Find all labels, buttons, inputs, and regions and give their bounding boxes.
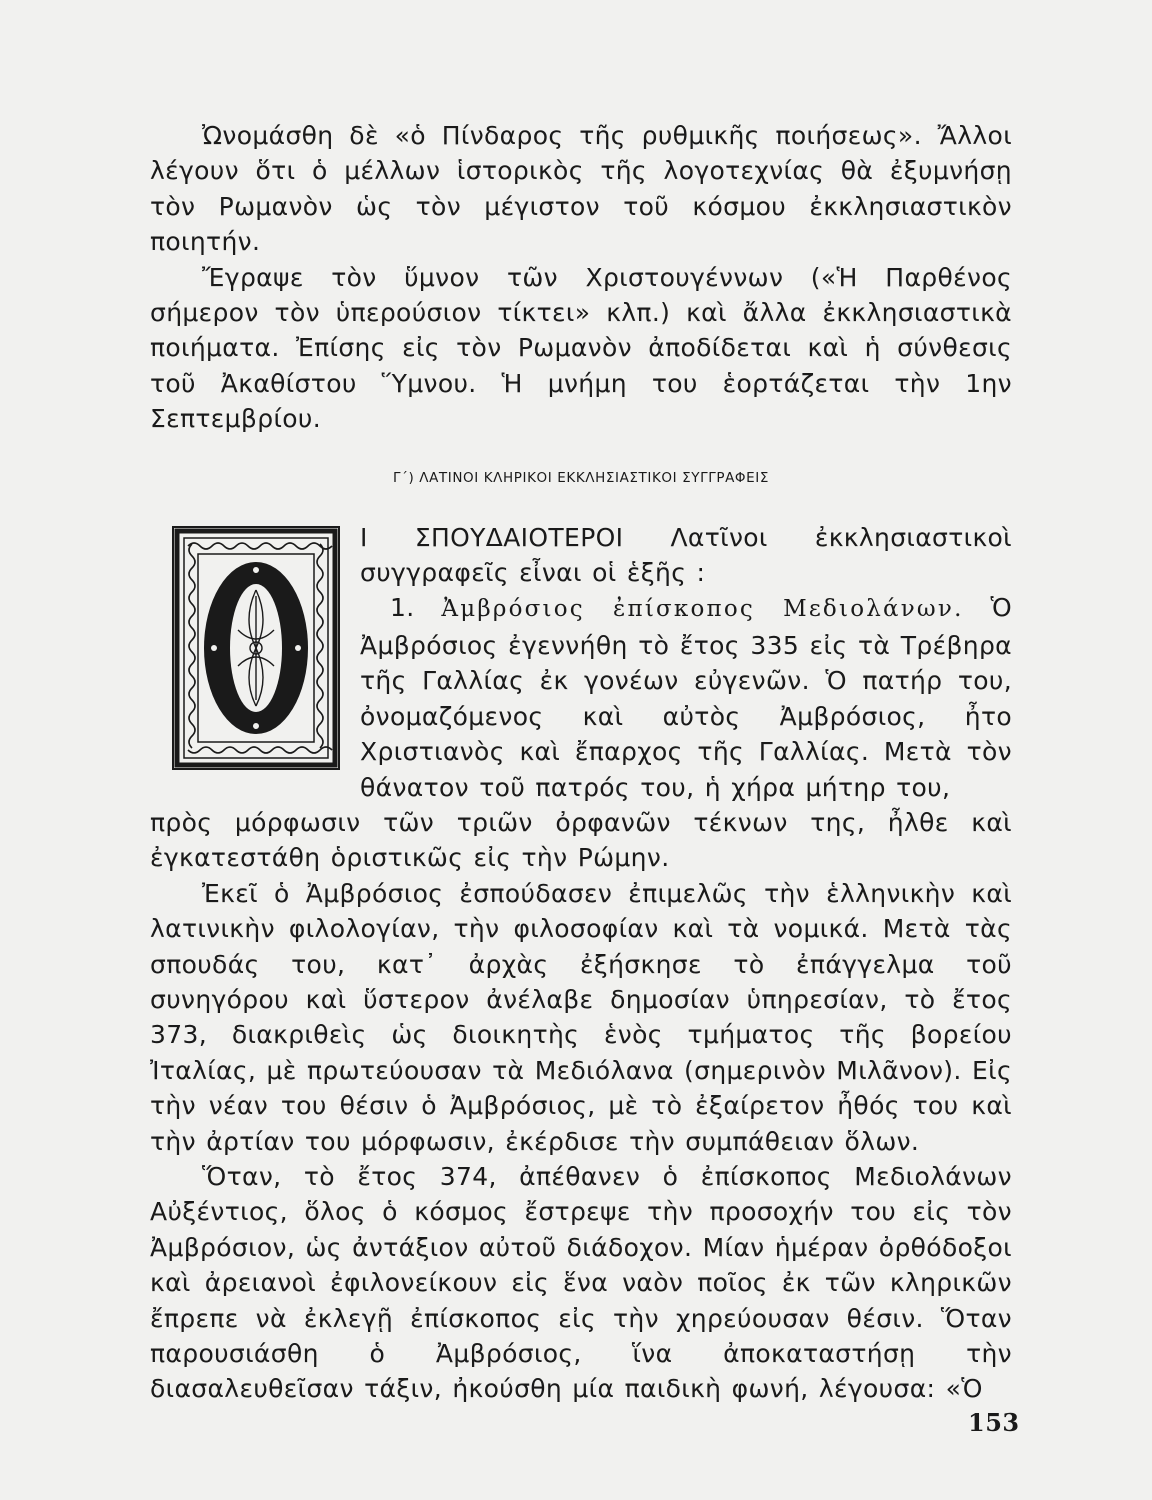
entry-text: Ὁ Ἀμβρόσιος ἐγεννήθη τὸ ἔτος 335 εἰς τὰ Τρέβηρα τῆς Γαλλίας ἐκ γονέων εὐγενῶν. Ὁ πατήρ του, ὀνομαζόμενος καὶ αὐτὸς Ἀμβρόσιος, ἦτο Χριστιανὸς καὶ ἔπαρχος τῆς Γαλλίας. Μετὰ τὸν θάνατον τοῦ πατρός του, ἡ χήρα μήτηρ του, <box>360 593 1013 802</box>
paragraph-ambrose-studies: Ἐκεῖ ὁ Ἀμβρόσιος ἐσπούδασεν ἐπιμελῶς τὴν ἑλληνικὴν καὶ λατινικὴν φιλολογίαν, τὴν φιλοσοφίαν καὶ τὰ νομικά. Μετὰ τὰς σπουδάς του, κατ᾽ ἀρχὰς ἐξήσκησε τὸ ἐπάγγελμα τοῦ συνηγόρου καὶ ὕστερον ἀνέλαβε δημοσίαν ὑπηρεσίαν, τὸ ἔτος 373, διακριθεὶς ὡς διοικητὴς ἑνὸς τμήματος τῆς βορείου Ἰταλίας, μὲ πρωτεύουσαν τὰ Μεδιόλανα (σημερινὸν Μιλᾶνον). Εἰς τὴν νέαν του θέσιν ὁ Ἀμβρόσιος, μὲ τὸ ἐξαίρετον ἦθός του καὶ τὴν ἀρτίαν του μόρφωσιν, ἐκέρδισε τὴν συμπάθειαν ὅλων. <box>150 878 1012 1156</box>
page-number: 153 <box>968 1408 1020 1437</box>
paragraph-romanos-works: Ἔγραψε τὸν ὕμνον τῶν Χριστουγέννων («Ἡ Παρθένος σήμερον τὸν ὑπερούσιον τίκτει» κλπ.) καὶ ἄλλα ἐκκλησιαστικὰ ποιήματα. Ἐπίσης εἰς τὸν Ρωμανὸν ἀποδίδεται καὶ ἡ σύνθεσις τοῦ Ἀκαθίστου Ὕμνου. Ἡ μνήμη του ἑορτάζεται τὴν 1ην Σεπτεμβρίου. <box>150 262 1012 434</box>
ambrose-intro-block <box>150 520 1012 805</box>
paragraph-romanos-praise: Ὠνομάσθη δὲ «ὁ Πίνδαρος τῆς ρυθμικῆς ποιήσεως». Ἄλλοι λέγουν ὅτι ὁ μέλλων ἱστορικὸς τῆς λογοτεχνίας θὰ ἐξυμνήσῃ τὸν Ρωμανὸν ὡς τὸν μέγιστον τοῦ κόσμου ἐκκλησιαστικὸν ποιητήν. <box>150 121 1012 257</box>
entry-ambrose <box>360 590 1012 804</box>
page-body <box>150 118 1012 1407</box>
entry-continuation: πρὸς μόρφωσιν τῶν τριῶν ὀρφανῶν τέκνων της, ἦλθε καὶ ἐγκατεστάθη ὁριστικῶς εἰς τὴν Ρώμην. <box>150 807 1012 873</box>
drop-cap-text <box>360 520 1012 805</box>
entry-name: Ἀμβρόσιος ἐπίσκοπος Μεδιολάνων. <box>441 596 964 623</box>
intro-sentence: Ι ΣΠΟΥΔΑΙΟΤΕΡΟΙ Λατῖνοι ἐκκλησιαστικοὶ συγγραφεῖς εἶναι οἱ ἑξῆς : <box>360 522 1012 588</box>
ornamental-drop-cap-icon <box>172 526 340 770</box>
section-heading: Γ΄) ΛΑΤΙΝΟΙ ΚΛΗΡΙΚΟΙ ΕΚΚΛΗΣΙΑΣΤΙΚΟΙ ΣΥΓΓΡΑΦΕΙΣ <box>393 469 769 486</box>
entry-number: 1. <box>390 593 415 623</box>
paragraph-ambrose-election: Ὅταν, τὸ ἔτος 374, ἀπέθανεν ὁ ἐπίσκοπος Μεδιολάνων Αὐξέντιος, ὅλος ὁ κόσμος ἔστρεψε τὴν προσοχήν του εἰς τὸν Ἀμβρόσιον, ὡς ἀντάξιον αὐτοῦ διάδοχον. Μίαν ἡμέραν ὀρθόδοξοι καὶ ἀρειανοὶ ἐφιλονείκουν εἰς ἕνα ναὸν ποῖος ἐκ τῶν κληρικῶν ἔπρεπε νὰ ἐκλεγῇ ἐπίσκοπος εἰς τὴν χηρεύουσαν θέσιν. Ὅταν παρουσιάσθη ὁ Ἀμβρόσιος, ἵνα ἀποκαταστήσῃ τὴν διασαλευθεῖσαν τάξιν, ἠκούσθη μία παιδικὴ φωνή, λέγουσα: «Ὁ <box>150 1161 1012 1404</box>
